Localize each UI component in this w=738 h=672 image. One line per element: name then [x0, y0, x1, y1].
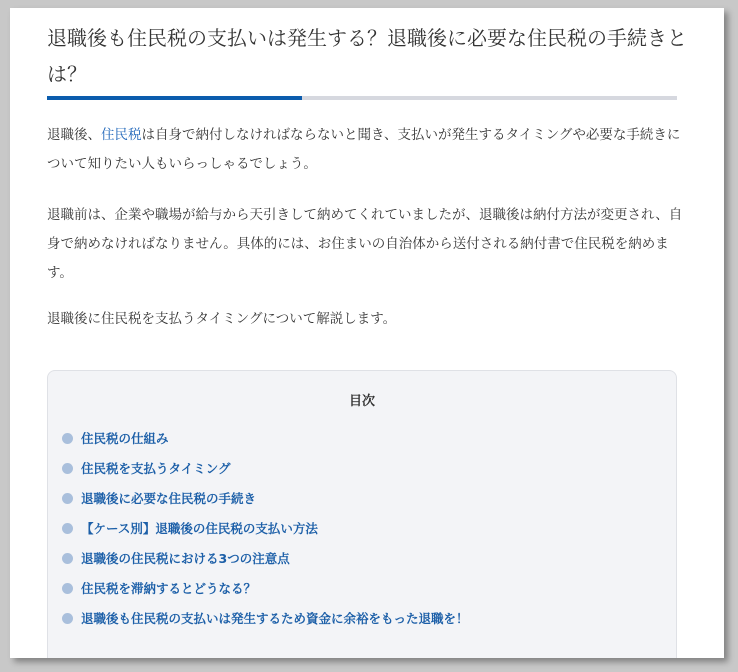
- intro-paragraph-1: [47, 121, 687, 179]
- toc-item-label[interactable]: 【ケース別】退職後の住民税の支払い方法: [81, 521, 318, 536]
- toc-item-label[interactable]: 退職後の住民税における3つの注意点: [81, 551, 290, 566]
- bullet-icon: [62, 463, 73, 474]
- bullet-icon: [62, 613, 73, 624]
- article-card: [10, 8, 724, 658]
- intro-text-after-link: は自身で納付しなければならないと聞き、支払いが発生するタイミングや必要な手続きについて知りたい人もいらっしゃるでしょう。: [47, 127, 681, 172]
- table-of-contents: [47, 370, 677, 658]
- toc-item-label[interactable]: 住民税を支払うタイミング: [81, 461, 231, 476]
- bullet-icon: [62, 553, 73, 564]
- bullet-icon: [62, 493, 73, 504]
- jyuminzei-link[interactable]: 住民税: [101, 127, 142, 143]
- toc-title: 目次: [348, 394, 375, 409]
- toc-item-label[interactable]: 住民税を滞納するとどうなる？: [81, 581, 257, 596]
- toc-item[interactable]: [62, 573, 469, 603]
- article-title: 退職後も住民税の支払いは発生する？退職後に必要な住民税の手続きとは？: [47, 26, 687, 86]
- toc-item[interactable]: [62, 453, 469, 483]
- toc-item[interactable]: [62, 543, 469, 573]
- title-underline: [47, 96, 677, 100]
- toc-item[interactable]: [62, 603, 469, 633]
- bullet-icon: [62, 523, 73, 534]
- toc-item[interactable]: [62, 483, 469, 513]
- intro-text-before-link: 退職後、: [47, 127, 101, 143]
- toc-item[interactable]: [62, 423, 469, 453]
- bullet-icon: [62, 433, 73, 444]
- bullet-icon: [62, 583, 73, 594]
- intro-paragraph-2: 退職前は、企業や職場が給与から天引きして納めてくれていましたが、退職後は納付方法が変更され、自身で納めなければなりません。具体的には、お住まいの自治体から送付される納付書で住民税を納めます。: [47, 207, 683, 281]
- title-underline-accent: [47, 96, 302, 100]
- toc-item-label[interactable]: 退職後も住民税の支払いは発生するため資金に余裕をもった退職を！: [81, 611, 469, 626]
- toc-item[interactable]: [62, 513, 469, 543]
- toc-item-label[interactable]: 退職後に必要な住民税の手続き: [81, 491, 257, 506]
- toc-list: [62, 423, 469, 633]
- intro-paragraph-3: 退職後に住民税を支払うタイミングについて解説します。: [47, 311, 397, 327]
- toc-item-label[interactable]: 住民税の仕組み: [81, 431, 169, 446]
